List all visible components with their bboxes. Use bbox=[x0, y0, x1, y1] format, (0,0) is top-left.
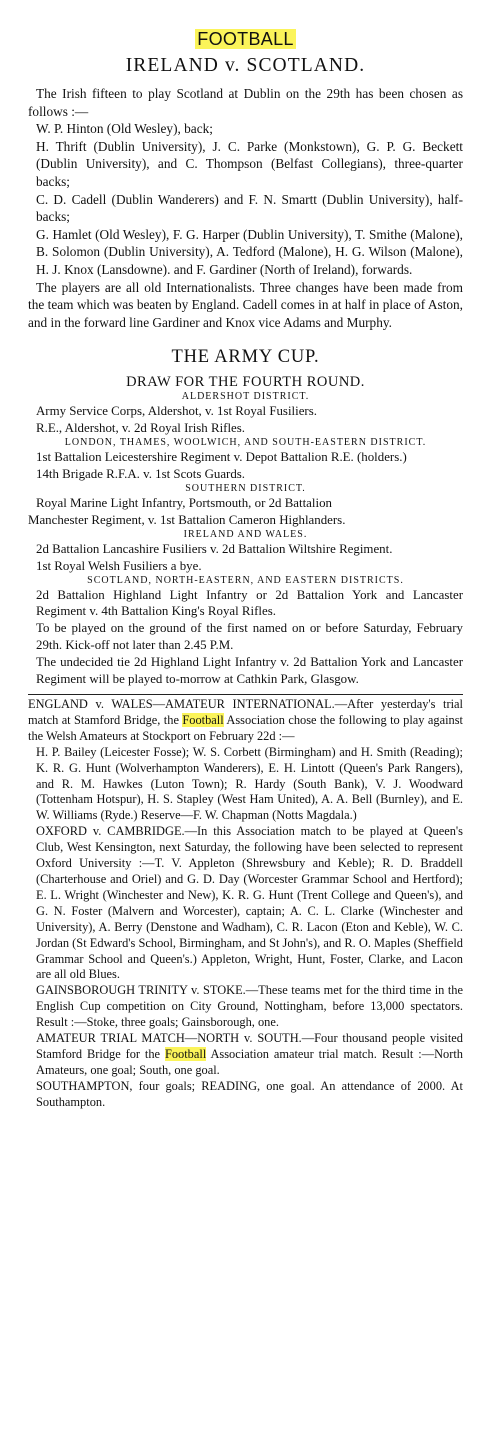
ireland-back: W. P. Hinton (Old Wesley), back; bbox=[36, 121, 213, 137]
article-southampton-reading bbox=[28, 1079, 463, 1111]
district-scotland: SCOTLAND, NORTH-EASTERN, AND EASTERN DISTRICTS. bbox=[87, 574, 404, 586]
army-tie-2: R.E., Aldershot, v. 2d Royal Irish Rifles. bbox=[36, 421, 245, 436]
heading-army-cup: THE ARMY CUP. bbox=[171, 347, 320, 368]
oxford-para bbox=[28, 824, 463, 983]
highlight-football-2: Football bbox=[164, 1046, 207, 1061]
section-divider bbox=[28, 694, 463, 695]
heading-ireland-scotland: IRELAND v. SCOTLAND. bbox=[125, 55, 366, 76]
gainsborough-text: —These teams met for the third time in the English Cup competition on City Ground, Nottingham, before 13,000 spectators. Result :—Stoke, three goals; Gainsborough, one. bbox=[36, 983, 463, 1030]
army-tie-4: 14th Brigade R.F.A. v. 1st Scots Guards. bbox=[36, 467, 246, 482]
section-label-football: FOOTBALL bbox=[197, 29, 294, 49]
england-wales-text-2: Association chose the following to play against the Welsh Amateurs at Stockport on February 22d :— bbox=[28, 712, 463, 743]
district-southern: SOUTHERN DISTRICT. bbox=[185, 482, 306, 494]
southampton-para: SOUTHAMPTON, four goals; READING, one goal. An attendance of 2000. At Southampton. bbox=[36, 1078, 463, 1109]
army-tie-6: 2d Battalion Lancashire Fusiliers v. 2d Battalion Wiltshire Regiment. bbox=[36, 541, 393, 556]
ireland-intro: The Irish fifteen to play Scotland at Dublin on the 29th has been chosen as follows :— bbox=[28, 86, 463, 119]
army-tie-7: 1st Royal Welsh Fusiliers a bye. bbox=[36, 558, 202, 573]
army-tie-3: 1st Battalion Leicestershire Regiment v. Depot Battalion R.E. (holders.) bbox=[36, 450, 407, 465]
article-amateur-trial bbox=[28, 1031, 463, 1079]
army-note-1: To be played on the ground of the first named on or before Saturday, February 29th. Kick-off not later than 2.45 P.M. bbox=[36, 621, 463, 653]
england-wales-text-1: —After yesterday's trial match at Stamford Bridge, the bbox=[28, 697, 464, 727]
gainsborough-lead: GAINSBOROUGH TRINITY v. STOKE. bbox=[36, 983, 246, 998]
army-tie-1: Army Service Corps, Aldershot, v. 1st Royal Fusiliers. bbox=[36, 404, 317, 419]
subheading-fourth-round: DRAW FOR THE FOURTH ROUND. bbox=[126, 374, 365, 391]
army-tie-8: 2d Battalion Highland Light Infantry or 2d Battalion York and Lancaster Regiment v. 4th Battalion King's Royal Rifles. bbox=[36, 587, 463, 619]
article-army-cup bbox=[28, 345, 463, 688]
ireland-forwards: G. Hamlet (Old Wesley), F. G. Harper (Dublin University), T. Smithe (Malone), B. Solomon (Dublin University), A. Tedford (Malone), H. G. Wilson (Malone), H. J. Knox (Lansdowne). and F. Gardiner (North of Ireland), forwards. bbox=[36, 226, 463, 277]
article-gainsborough-stoke bbox=[28, 983, 463, 1031]
army-tie-5b: Manchester Regiment, v. 1st Battalion Cameron Highlanders. bbox=[28, 512, 346, 527]
ireland-halfbacks: C. D. Cadell (Dublin Wanderers) and F. N. Smartt (Dublin University), half-backs; bbox=[36, 191, 463, 225]
article-oxford-cambridge bbox=[28, 824, 463, 983]
army-note-2: The undecided tie 2d Highland Light Infantry v. 2d Battalion York and Lancaster Regiment will be played to-morrow at Cathkin Park, Glasgow. bbox=[36, 655, 463, 687]
district-london: LONDON, THAMES, WOOLWICH, AND SOUTH-EASTERN DISTRICT. bbox=[64, 437, 427, 449]
army-tie-5a: Royal Marine Light Infantry, Portsmouth, or 2d Battalion bbox=[36, 495, 332, 510]
article-england-wales bbox=[28, 697, 463, 824]
article-ireland-scotland bbox=[28, 54, 463, 331]
district-ireland-wales: IRELAND AND WALES. bbox=[183, 528, 308, 540]
oxford-text: —In this Association match to be played at Queen's Club, West Kensington, next Saturday, the following have been selected to represent Oxford University :—T. V. Appleton (Shrewsbury and Keble); R. D. Braddell (Charterhouse and Oriel) and G. D. Day (Worcester Grammar School and Hertford); E. L. Wright (Winchester and New), K. R. G. Hunt (Trent College and Queen's), and G. N. Foster (Malvern and Worcester), captain; A. C. L. Clarke (Winchester and University), A. Berry (Denstone and Wadham), C. R. Lacon (Eton and Keble), W. C. Jordan (St Edward's School, Birmingham, and St John's), and R. O. Maples (Sheffield Grammar School and Queen's.) Appleton, Wright, Hunt, Foster, Clarke, and Lacon are all old Blues. bbox=[36, 824, 463, 982]
district-aldershot: ALDERSHOT DISTRICT. bbox=[181, 391, 310, 403]
amateur-text-1: —Four thousand people visited Stamford Bridge for the bbox=[36, 1031, 463, 1061]
england-wales-lead: ENGLAND v. WALES—AMATEUR INTERNATIONAL. bbox=[28, 697, 335, 711]
amateur-text-2: Association amateur trial match. Result :—North Amateurs, one goal; South, one goal. bbox=[36, 1046, 463, 1077]
england-wales-team: H. P. Bailey (Leicester Fosse); W. S. Corbett (Birmingham) and H. Smith (Reading); K. R. G. Hunt (Wolverhampton Wanderers), E. H. Lintott (Queen's Park Rangers), and R. M. Hawkes (Luton Town); R. Hardy (South Bank), V. J. Woodward (Tottenham Hotspur), H. S. Stapley (West Ham United), A. A. Bell (Burnley), and E. W. Williams (Ryde.) Reserve—F. W. Chapman (Notts Magdala.) bbox=[36, 744, 463, 823]
england-wales-para bbox=[28, 697, 463, 745]
section-label-wrap bbox=[28, 0, 463, 52]
ireland-threequarters: H. Thrift (Dublin University), J. C. Parke (Monkstown), G. P. G. Beckett (Dublin University), and C. Thompson (Belfast Collegians), three-quarter backs; bbox=[36, 138, 463, 189]
oxford-lead: OXFORD v. CAMBRIDGE. bbox=[36, 824, 185, 839]
ireland-note: The players are all old Internationalists. Three changes have been made from the team which was beaten by England. Cadell comes in at half in place of Aston, and in the forward line Gardiner and Knox vice Adams and Murphy. bbox=[28, 279, 463, 330]
amateur-para bbox=[28, 1031, 463, 1079]
highlight-football-1: Football bbox=[182, 712, 224, 727]
gainsborough-para bbox=[28, 983, 463, 1031]
amateur-lead: AMATEUR TRIAL MATCH—NORTH v. SOUTH. bbox=[36, 1031, 302, 1046]
